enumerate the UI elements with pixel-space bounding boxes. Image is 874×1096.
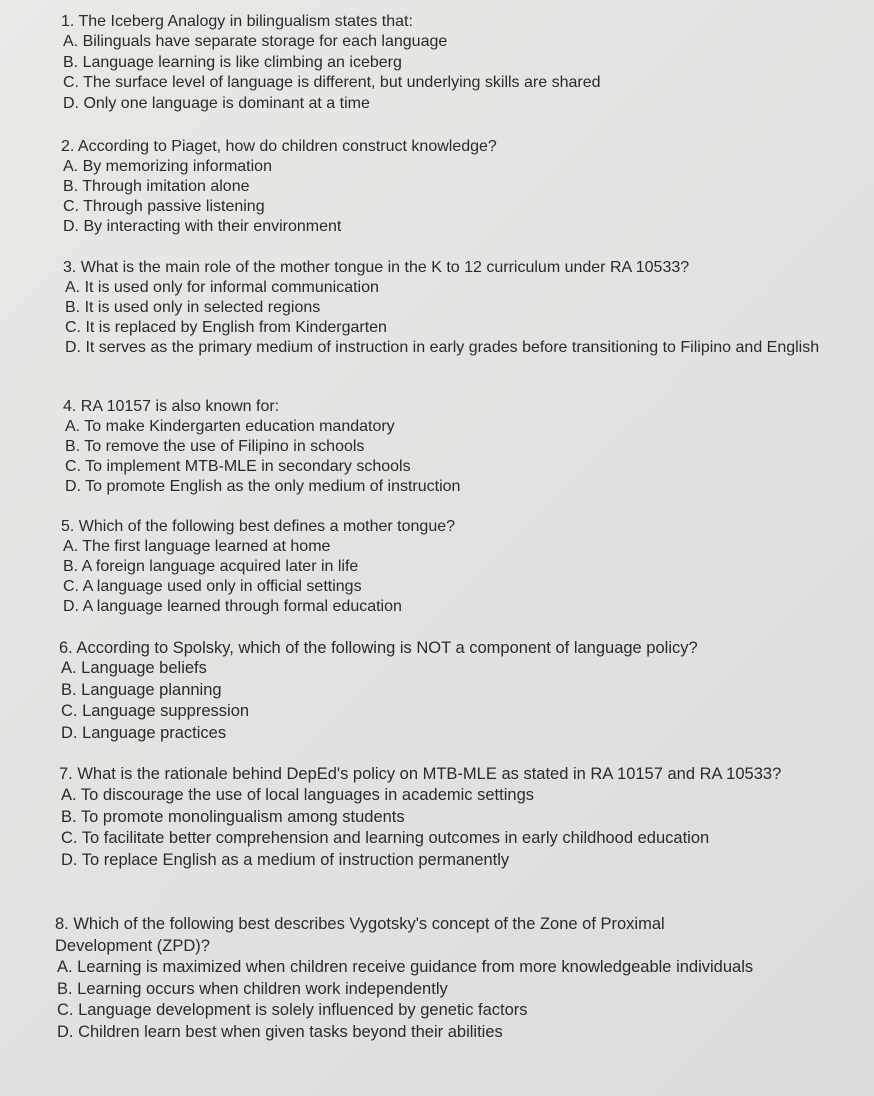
question-1-option-c: C. The surface level of language is different, but underlying skills are shared — [63, 74, 601, 91]
question-4-option-a: A. To make Kindergarten education mandatory — [65, 418, 395, 435]
question-5 — [61, 517, 455, 617]
question-6 — [59, 638, 698, 744]
question-8-options — [55, 957, 855, 1043]
question-8 — [55, 913, 855, 1043]
question-3-option-d: D. It serves as the primary medium of instruction in early grades before transitioning to Filipino and English — [65, 339, 820, 356]
question-5-stem: 5. Which of the following best defines a mother tongue? — [61, 518, 456, 535]
question-7-option-d: D. To replace English as a medium of instruction permanently — [61, 850, 510, 869]
question-6-options — [59, 658, 698, 744]
question-8-option-c: C. Language development is solely influenced by genetic factors — [57, 1001, 528, 1019]
question-8-option-a: A. Learning is maximized when children receive guidance from more knowledgeable individuals — [57, 958, 754, 976]
question-6-stem: 6. According to Spolsky, which of the following is NOT a component of language policy? — [59, 639, 698, 657]
question-1-option-a: A. Bilinguals have separate storage for each language — [63, 33, 448, 50]
question-4-option-b: B. To remove the use of Filipino in schools — [65, 438, 365, 455]
question-4 — [63, 397, 460, 497]
question-8-option-d: D. Children learn best when given tasks beyond their abilities — [57, 1022, 503, 1041]
question-5-option-b: B. A foreign language acquired later in life — [63, 558, 359, 575]
question-6-option-a: A. Language beliefs — [61, 659, 207, 677]
question-2 — [61, 137, 497, 237]
question-7-stem: 7. What is the rationale behind DepEd's policy on MTB-MLE as stated in RA 10157 and RA 10533? — [59, 765, 782, 783]
question-7-options — [59, 785, 819, 871]
question-2-option-b: B. Through imitation alone — [63, 178, 250, 195]
question-3-stem: 3. What is the main role of the mother tongue in the K to 12 curriculum under RA 10533? — [63, 259, 690, 276]
question-3 — [63, 258, 825, 358]
question-3-option-c: C. It is replaced by English from Kindergarten — [65, 319, 387, 336]
question-5-option-c: C. A language used only in official settings — [63, 578, 362, 595]
question-1-stem: 1. The Iceberg Analogy in bilingualism states that: — [61, 13, 413, 30]
question-3-option-a: A. It is used only for informal communication — [65, 279, 379, 296]
question-1-option-d: D. Only one language is dominant at a time — [63, 94, 370, 112]
question-5-options — [61, 537, 455, 617]
question-1-options — [61, 32, 601, 114]
question-4-stem: 4. RA 10157 is also known for: — [63, 398, 280, 415]
question-3-options — [63, 278, 825, 358]
question-7-option-a: A. To discourage the use of local languages in academic settings — [61, 786, 534, 804]
question-7-option-c: C. To facilitate better comprehension and learning outcomes in early childhood education — [61, 829, 710, 847]
question-7 — [59, 763, 819, 871]
question-5-option-d: D. A language learned through formal education — [63, 598, 402, 615]
question-5-option-a: A. The first language learned at home — [63, 538, 331, 555]
question-2-option-c: C. Through passive listening — [63, 198, 265, 215]
question-2-options — [61, 157, 497, 237]
question-3-option-b: B. It is used only in selected regions — [65, 299, 321, 316]
question-2-stem: 2. According to Piaget, how do children construct knowledge? — [61, 138, 497, 155]
question-1-option-b: B. Language learning is like climbing an iceberg — [63, 53, 402, 71]
question-4-options — [63, 417, 460, 497]
question-2-option-a: A. By memorizing information — [63, 158, 272, 175]
question-6-option-d: D. Language practices — [61, 723, 227, 742]
question-6-option-b: B. Language planning — [61, 680, 222, 699]
question-4-option-c: C. To implement MTB-MLE in secondary schools — [65, 458, 411, 475]
question-1 — [61, 12, 601, 114]
question-7-option-b: B. To promote monolingualism among students — [61, 807, 405, 826]
question-6-option-c: C. Language suppression — [61, 702, 250, 720]
question-8-stem: 8. Which of the following best describes Vygotsky's concept of the Zone of Proximal Development (ZPD)? — [55, 915, 670, 955]
question-8-option-b: B. Learning occurs when children work independently — [57, 979, 448, 998]
question-4-option-d: D. To promote English as the only medium of instruction — [65, 478, 461, 495]
question-2-option-d: D. By interacting with their environment — [63, 218, 342, 235]
